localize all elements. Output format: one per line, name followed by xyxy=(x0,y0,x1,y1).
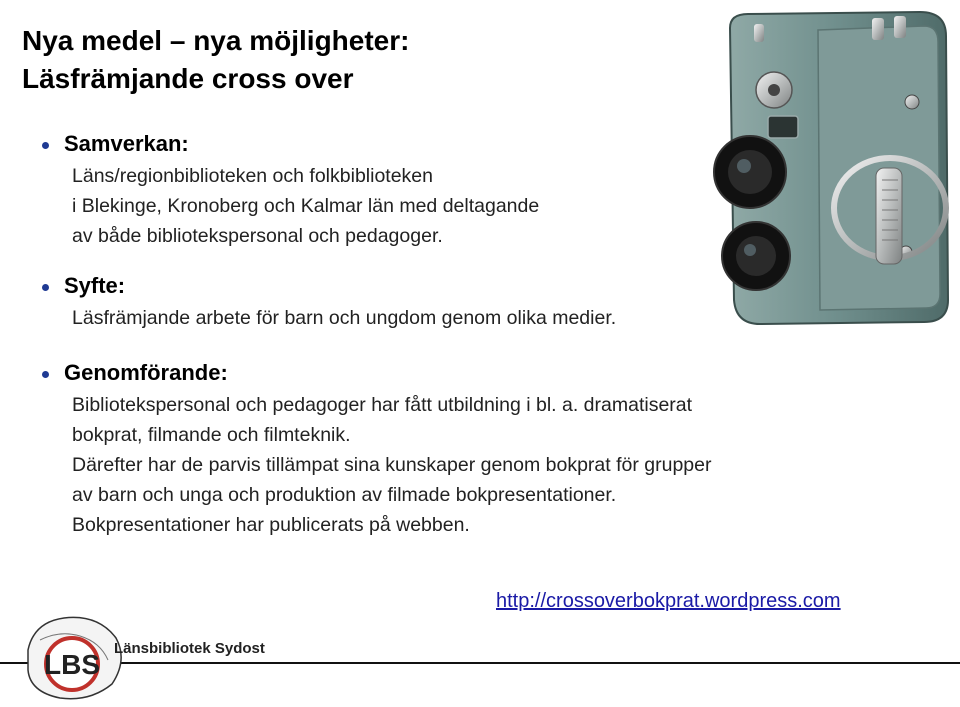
footer-divider xyxy=(0,662,960,664)
bullet-samverkan xyxy=(42,130,539,251)
blog-link[interactable]: http://crossoverbokprat.wordpress.com xyxy=(496,590,841,612)
bullet-line: bokprat, filmande och filmteknik. xyxy=(72,424,351,446)
bullet-syfte xyxy=(42,272,616,333)
svg-text:LBS: LBS xyxy=(44,649,100,680)
bullet-body xyxy=(72,303,616,333)
bullet-line: av barn och unga och produktion av filmade bokpresentationer. xyxy=(72,484,617,506)
bullet-line: i Blekinge, Kronoberg och Kalmar län med deltagande xyxy=(72,195,540,217)
slide-title-line-1: Nya medel – nya möjligheter: xyxy=(22,25,410,56)
logo-text: Länsbibliotek Sydost xyxy=(114,640,265,657)
bullet-line: Därefter har de parvis tillämpat sina kunskaper genom bokprat för grupper xyxy=(72,454,712,476)
bullet-line: Läsfrämjande arbete för barn och ungdom genom olika medier. xyxy=(72,307,617,329)
bullet-body xyxy=(72,161,539,251)
bullet-line: Bibliotekspersonal och pedagoger har fått utbildning i bl. a. dramatiserat xyxy=(72,394,693,416)
bullet-line: Bokpresentationer har publicerats på webben. xyxy=(72,514,470,536)
slide-title xyxy=(22,22,409,98)
bullet-dot-icon xyxy=(42,142,49,149)
slide-title-line-2: Läsfrämjande cross over xyxy=(22,63,354,94)
bullet-dot-icon xyxy=(42,371,49,378)
bullet-genomforande xyxy=(42,359,712,540)
bullet-heading: Samverkan: xyxy=(64,131,189,156)
lansbibliotek-sydost-logo-icon xyxy=(20,610,130,704)
bullet-line: av både bibliotekspersonal och pedagoger. xyxy=(72,225,443,247)
bullet-body xyxy=(72,390,712,540)
vintage-film-camera-image xyxy=(700,8,952,328)
bullet-dot-icon xyxy=(42,284,49,291)
bullet-heading: Genomförande: xyxy=(64,360,228,385)
bullet-line: Läns/regionbiblioteken och folkbiblioteken xyxy=(72,165,433,187)
bullet-heading: Syfte: xyxy=(64,273,126,298)
